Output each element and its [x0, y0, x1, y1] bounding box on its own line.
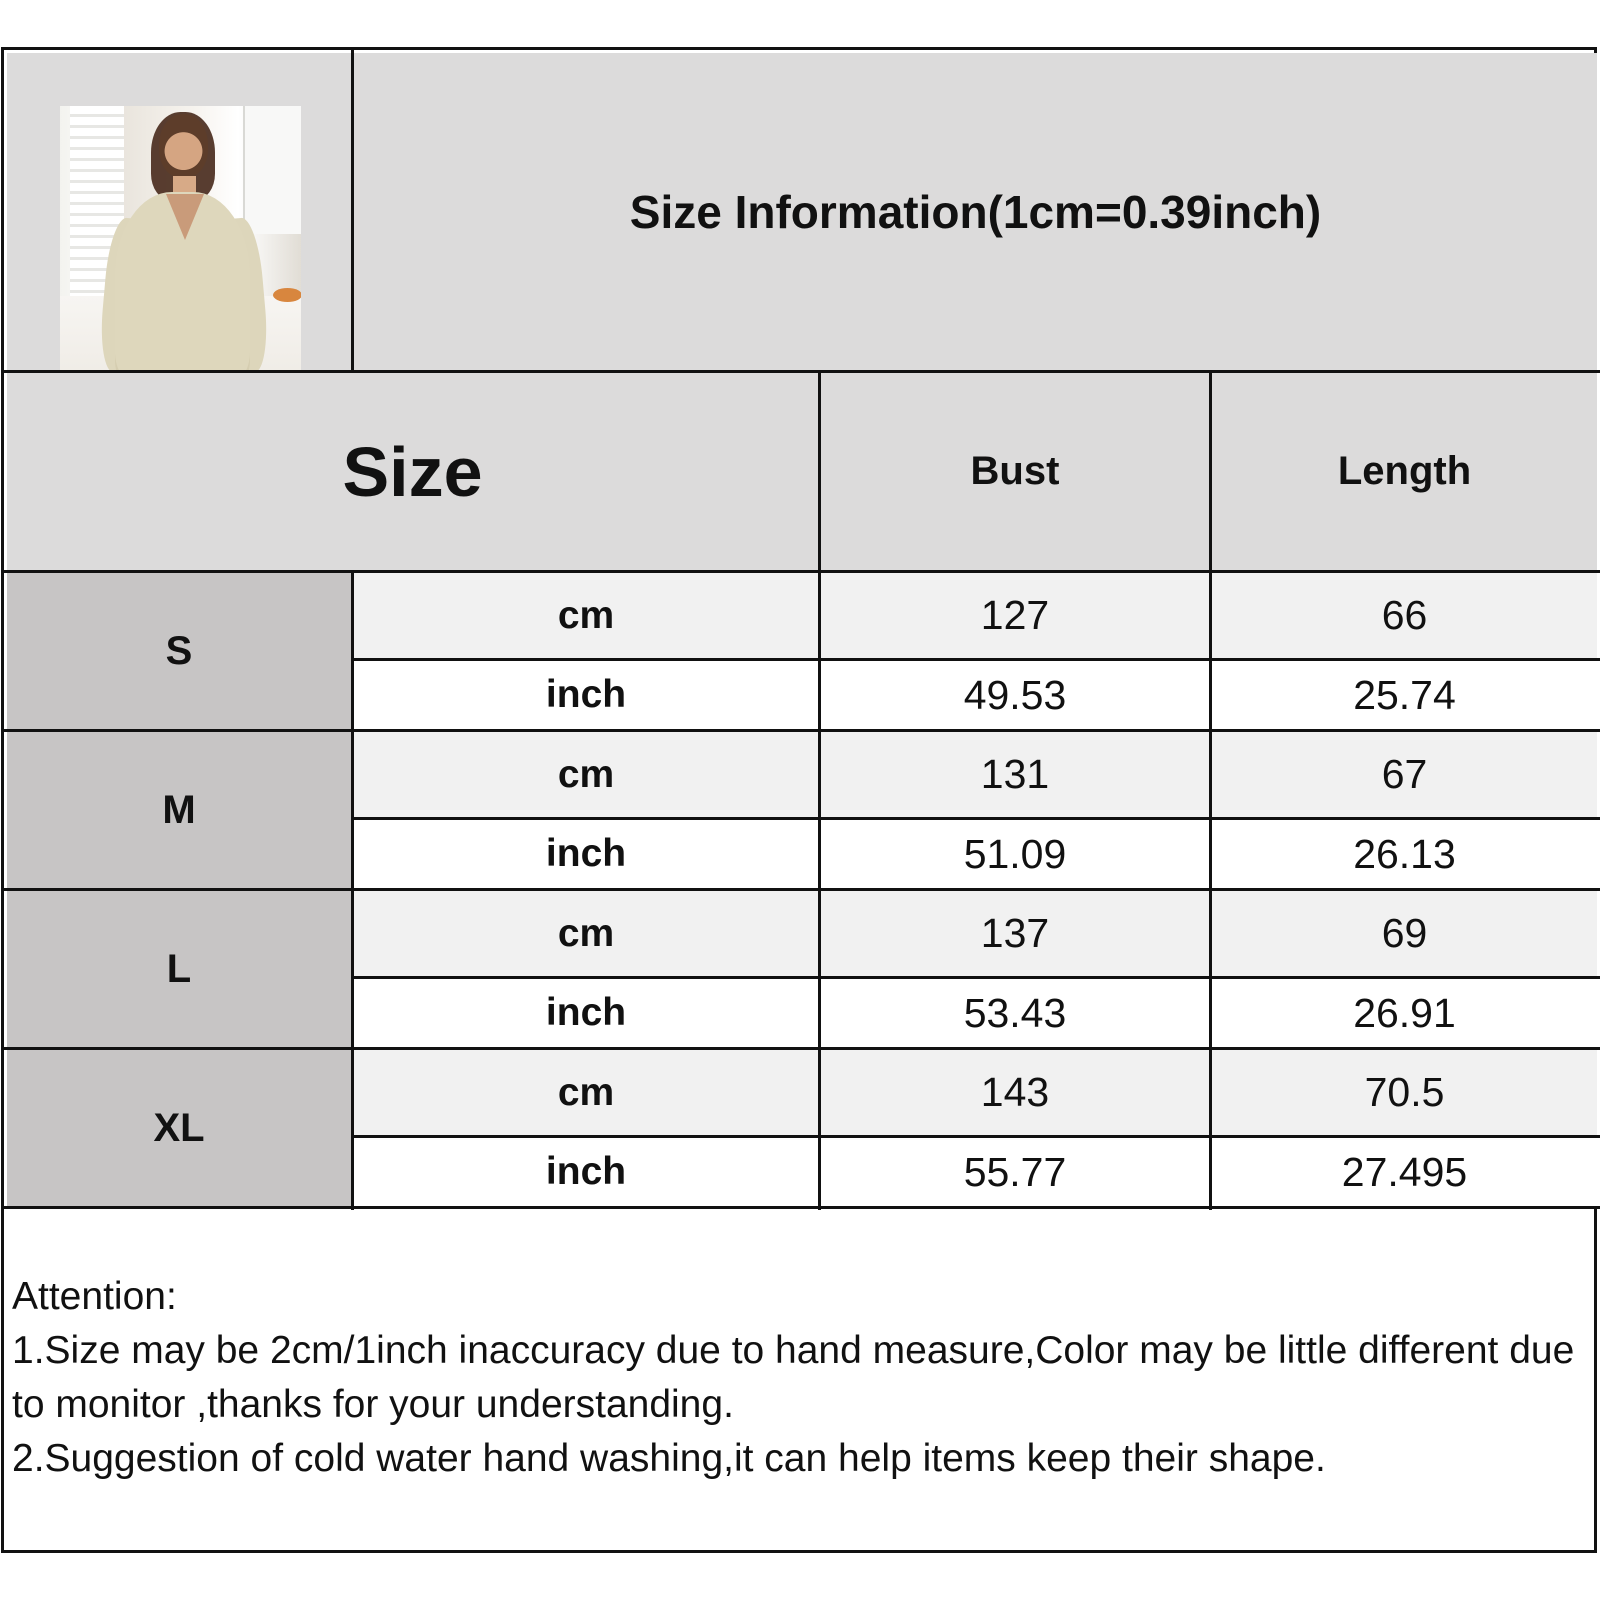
size-chart-frame	[1, 47, 1597, 1553]
s-cm-bust: 127	[821, 573, 1209, 658]
xl-unit-rule	[351, 1135, 1600, 1138]
xl-cm-bust: 143	[821, 1050, 1209, 1135]
attention-notes	[12, 1270, 1586, 1486]
size-m: M	[7, 732, 351, 888]
l-inch-bust: 53.43	[821, 979, 1209, 1047]
xl-inch-length: 27.495	[1212, 1138, 1597, 1206]
bust-heading: Bust	[821, 373, 1209, 570]
l-cm-unit: cm	[354, 891, 818, 976]
m-cm-unit: cm	[354, 732, 818, 817]
model-photo-cell	[7, 53, 351, 370]
attention-note-1: 1.Size may be 2cm/1inch inaccuracy due to hand measure,Color may be little different due to monitor ,thanks for your understanding.	[12, 1329, 1586, 1426]
xl-cm-unit: cm	[354, 1050, 818, 1135]
attention-note-2: 2.Suggestion of cold water hand washing,it can help items keep their shape.	[12, 1437, 1326, 1480]
l-cm-length: 69	[1212, 891, 1597, 976]
size-information-title: Size Information(1cm=0.39inch)	[354, 53, 1597, 370]
l-unit-rule	[351, 976, 1600, 979]
s-inch-length: 25.74	[1212, 661, 1597, 729]
bust-length-divider	[1209, 370, 1212, 1210]
s-unit-rule	[351, 658, 1600, 661]
orange-bowl-shape	[273, 288, 301, 302]
length-heading: Length	[1212, 373, 1597, 570]
m-cm-length: 67	[1212, 732, 1597, 817]
size-xl: XL	[7, 1050, 351, 1206]
s-inch-bust: 49.53	[821, 661, 1209, 729]
l-row-bottom-rule	[4, 1047, 1600, 1050]
s-cm-length: 66	[1212, 573, 1597, 658]
m-row-bottom-rule	[4, 888, 1600, 891]
s-row-bottom-rule	[4, 729, 1600, 732]
l-inch-length: 26.91	[1212, 979, 1597, 1047]
xl-inch-bust: 55.77	[821, 1138, 1209, 1206]
size-l: L	[7, 891, 351, 1047]
l-cm-bust: 137	[821, 891, 1209, 976]
header-image-divider	[351, 50, 354, 370]
size-heading: Size	[7, 373, 818, 570]
attention-label: Attention:	[12, 1275, 177, 1318]
l-inch-unit: inch	[354, 979, 818, 1047]
column-heading-bottom-rule	[4, 570, 1600, 573]
size-s: S	[7, 573, 351, 729]
unit-bust-divider	[818, 370, 821, 1210]
m-inch-bust: 51.09	[821, 820, 1209, 888]
header-bottom-rule	[4, 370, 1600, 373]
table-bottom-rule	[4, 1206, 1600, 1209]
m-inch-unit: inch	[354, 820, 818, 888]
xl-cm-length: 70.5	[1212, 1050, 1597, 1135]
s-inch-unit: inch	[354, 661, 818, 729]
m-unit-rule	[351, 817, 1600, 820]
m-inch-length: 26.13	[1212, 820, 1597, 888]
xl-inch-unit: inch	[354, 1138, 818, 1206]
kitchen-cabinet-shape	[243, 106, 301, 234]
m-cm-bust: 131	[821, 732, 1209, 817]
model-face-shape	[159, 114, 208, 178]
s-cm-unit: cm	[354, 573, 818, 658]
